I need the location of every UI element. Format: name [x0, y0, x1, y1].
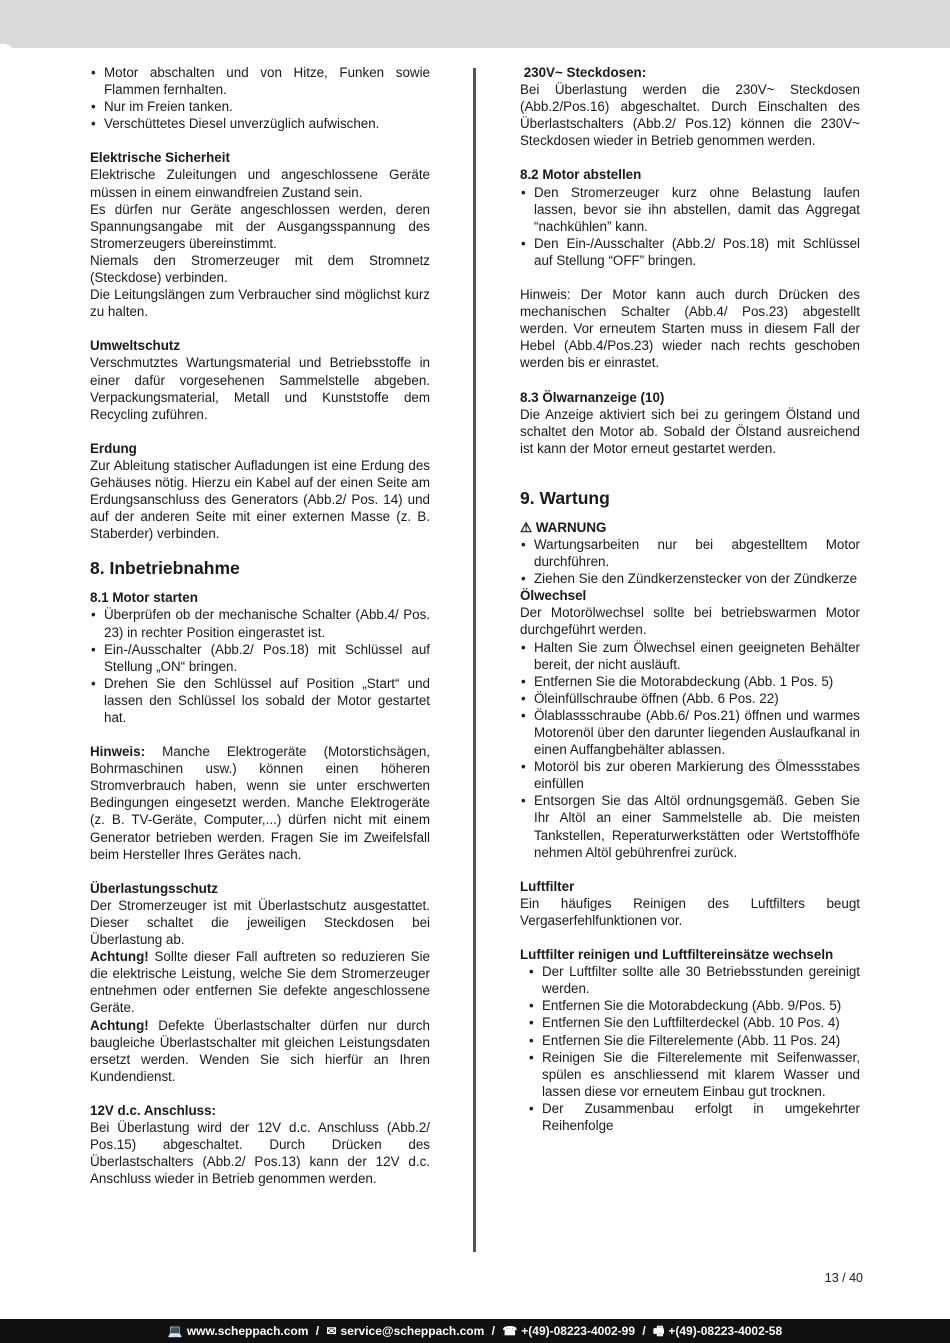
list-item: • Den Ein-/Ausschalter (Abb.2/ Pos.18) mit Schlüssel auf Stellung “OFF” bringen.: [520, 235, 860, 269]
stop-bullet-list: [520, 184, 860, 269]
hint-paragraph: Hinweis: Der Motor kann auch durch Drücken des mechanischen Schalter (Abb.4/ Pos.23) abgestellt werden. Vor erneutem Starten muss in diesem Fall der Hebel (Abb.4/Pos.23) wieder nach rechts geschoben werden bis er einrastet.: [520, 287, 860, 371]
paragraph: Die Anzeige aktiviert sich bei zu geringem Ölstand und schaltet den Motor ab. Sobald der Ölstand ausreichend ist kann der Motor erneut gestartet werden.: [520, 406, 860, 456]
list-item: • Halten Sie zum Ölwechsel einen geeigneten Behälter bereit, der nicht ausläuft.: [520, 639, 860, 673]
footer-email[interactable]: service@scheppach.com: [340, 1324, 485, 1338]
paragraph: Der Motorölwechsel sollte bei betriebswarmen Motor durchgeführt werden.: [520, 605, 860, 638]
list-item: • Entfernen Sie den Luftfilterdeckel (Abb. 10 Pos. 4): [520, 1014, 860, 1031]
chapter-heading-8: 8. Inbetriebnahme: [90, 558, 240, 579]
oil-bullet-list: [520, 639, 860, 861]
air-filter-bullet-list: [520, 963, 860, 1134]
attention-text: Defekte Überlastschalter dürfen nur durch baugleiche Überlastschalter mit gleichen Leistungsdaten ersetzt werden. Wenden Sie sich hierfür an Ihren Kundendienst.: [90, 1017, 430, 1084]
footer-phone: +(49)-08223-4002-99: [521, 1324, 636, 1338]
paragraph: Bei Überlastung werden die 230V~ Steckdosen (Abb.2/Pos.16) abgeschaltet. Durch Einschalten des Überlastschalters (Abb.2/ Pos.12) können die 230V~ Steckdosen wieder in Betrieb genommen werden.: [520, 82, 860, 149]
list-item: • Den Stromerzeuger kurz ohne Belastung laufen lassen, bevor sie ihn abstellen, damit das Aggregat “nachkühlen” kann.: [520, 184, 860, 235]
section-heading-overload: Überlastungsschutz: [90, 880, 218, 896]
list-item: • Nur im Freien tanken.: [90, 98, 430, 115]
list-item: • Reinigen Sie die Filterelemente mit Seifenwasser, spülen es anschliessend mit klarem Wasser und lassen diese vor erneutem Einbau gut trocknen.: [520, 1049, 860, 1100]
list-item: • Öleinfüllschraube öffnen (Abb. 6 Pos. 22): [520, 690, 860, 707]
column-divider: [473, 68, 476, 1252]
start-bullet-list: [90, 606, 430, 726]
list-item: • Verschüttetes Diesel unverzüglich aufwischen.: [90, 115, 430, 132]
list-item: • Drehen Sie den Schlüssel auf Position „Start“ und lassen den Schlüssel los sobald der Motor gestartet hat.: [90, 675, 430, 726]
subsection-heading-8-1: 8.1 Motor starten: [90, 590, 198, 606]
list-item: • Überprüfen ob der mechanische Schalter (Abb.4/ Pos. 23) in rechter Position eingerastet ist.: [90, 606, 430, 640]
right-column: [520, 64, 860, 1134]
section-heading-12v: 12V d.c. Anschluss:: [90, 1102, 217, 1118]
paragraph: Zur Ableitung statischer Aufladungen ist eine Erdung des Gehäuses nötig. Hierzu ein Kabel auf der einen Seite am Erdungsanschluss des Generators (Abb.2/ Pos. 14) und auf der anderen Seite mit einer externen Masse (z. B. Staberder) verbinden.: [90, 457, 430, 542]
paragraph: Niemals den Stromerzeuger mit dem Stromnetz (Steckdose) verbinden.: [90, 252, 430, 286]
chapter-heading-9: 9. Wartung: [520, 487, 610, 508]
computer-icon: 💻: [167, 1324, 183, 1338]
paragraph: Es dürfen nur Geräte angeschlossen werden, deren Spannungsangabe mit der Ausgangsspannung des Stromerzeugers übereinstimmt.: [90, 201, 430, 251]
list-item: • Der Zusammenbau erfolgt in umgekehrter Reihenfolge: [520, 1100, 860, 1134]
list-item: • Entsorgen Sie das Altöl ordnungsgemäß. Geben Sie Ihr Altöl an einer Sammelstelle ab. Die meisten Tankstellen, Reperaturwerkstätten oder Wertstoffhöfe nehmen Altöl gebührenfrei zurück.: [520, 792, 860, 860]
warning-heading: [520, 519, 860, 536]
attention-paragraph: [90, 948, 430, 1016]
warning-label: WARNUNG: [535, 519, 607, 535]
list-item: • Ölablassschraube (Abb.6/ Pos.21) öffnen und warmes Motorenöl über den darunter liegenden Auslaufkanal in einen Auffangbehälter ablassen.: [520, 707, 860, 758]
section-heading-oil-change: Ölwechsel: [520, 588, 587, 604]
list-item: • Motor abschalten und von Hitze, Funken sowie Flammen fernhalten.: [90, 64, 430, 98]
list-item: • Ziehen Sie den Zündkerzenstecker von der Zündkerze: [520, 570, 860, 587]
attention-text: Sollte dieser Fall auftreten so reduzieren Sie die elektrische Leistung, welche Sie dem Stromerzeuger entnehmen oder entfernen Sie defekte angeschlossene Geräte.: [90, 949, 430, 1016]
telephone-icon: ☎: [502, 1324, 518, 1338]
list-item: • Entfernen Sie die Motorabdeckung (Abb. 9/Pos. 5): [520, 997, 860, 1014]
fax-icon: 🖷: [653, 1324, 665, 1338]
section-heading-air-filter-clean: Luftfilter reinigen und Luftfiltereinsätze wechseln: [520, 947, 834, 963]
warning-triangle-icon: ⚠: [520, 519, 533, 535]
section-heading-environment: Umweltschutz: [90, 338, 181, 354]
hint-text: Manche Elektrogeräte (Motorstichsägen, Bohrmaschinen usw.) können einen höheren Stromverbrauch haben, wenn sie unter erschwerten Bedingungen eingesetzt werden. Manche Elektrogeräte (z. B. TV-Geräte, Computer,...) dürfen nicht mit einem Generator betrieben werden. Fragen Sie im Zweifelsfall beim Hersteller Ihres Gerätes nach.: [90, 744, 430, 862]
list-item: • Entfernen Sie die Filterelemente (Abb. 11 Pos. 24): [520, 1032, 860, 1049]
footer-separator: /: [642, 1324, 646, 1338]
top-band: [0, 0, 950, 48]
list-item: • Der Luftfilter sollte alle 30 Betriebsstunden gereinigt werden.: [520, 963, 860, 997]
footer-fax: +(49)-08223-4002-58: [668, 1324, 783, 1338]
paragraph: Elektrische Zuleitungen und angeschlossene Geräte müssen in einem einwandfreien Zustand sein.: [90, 167, 430, 200]
section-heading-electrical: Elektrische Sicherheit: [90, 150, 230, 166]
hint-label: Hinweis:: [90, 744, 146, 760]
paragraph: Die Leitungslängen zum Verbraucher sind möglichst kurz zu halten.: [90, 287, 430, 320]
paragraph: Bei Überlastung wird der 12V d.c. Anschluss (Abb.2/ Pos.15) abgeschaltet. Durch Drücken des Überlastschalters (Abb.2/ Pos.13) kann der 12V d.c. Anschluss wieder in Betrieb genommen werden.: [90, 1119, 430, 1187]
hint-paragraph: [90, 743, 430, 863]
attention-label: Achtung!: [90, 949, 149, 965]
paragraph: Ein häufiges Reinigen des Luftfilters beugt Vergaserfehlfunktionen vor.: [520, 895, 860, 928]
warning-bullet-list: [520, 536, 860, 587]
attention-label: Achtung!: [90, 1017, 149, 1033]
footer-bar: [0, 1319, 950, 1343]
envelope-icon: ✉: [326, 1324, 337, 1338]
footer-website[interactable]: www.scheppach.com: [186, 1324, 309, 1338]
section-heading-earthing: Erdung: [90, 440, 137, 456]
left-column: [90, 64, 430, 1187]
page-number: 13 / 40: [824, 1271, 863, 1285]
paragraph: Der Stromerzeuger ist mit Überlastschutz ausgestattet. Dieser schaltet die jeweiligen Steckdosen bei Überlastung ab.: [90, 897, 430, 948]
list-item: • Ein-/Ausschalter (Abb.2/ Pos.18) mit Schlüssel auf Stellung „ON“ bringen.: [90, 641, 430, 675]
list-item: • Motoröl bis zur oberen Markierung des Ölmessstabes einfüllen: [520, 758, 860, 792]
subsection-heading-8-2: 8.2 Motor abstellen: [520, 167, 642, 183]
intro-bullet-list: [90, 64, 430, 132]
paragraph: Verschmutztes Wartungsmaterial und Betriebsstoffe in einer dafür vorgesehenen Sammelstelle abgeben. Verpackungsmaterial, Metall und Kunststoffe dem Recycling zuführen.: [90, 355, 430, 422]
list-item: • Entfernen Sie die Motorabdeckung (Abb. 1 Pos. 5): [520, 673, 860, 690]
section-heading-230v: 230V~ Steckdosen:: [520, 65, 647, 80]
section-heading-air-filter: Luftfilter: [520, 878, 575, 894]
footer-separator: /: [315, 1324, 320, 1338]
attention-paragraph: [90, 1017, 430, 1085]
subsection-heading-8-3: 8.3 Ölwarnanzeige (10): [520, 389, 665, 405]
list-item: • Wartungsarbeiten nur bei abgestelltem Motor durchführen.: [520, 536, 860, 570]
footer-separator: /: [491, 1324, 495, 1338]
